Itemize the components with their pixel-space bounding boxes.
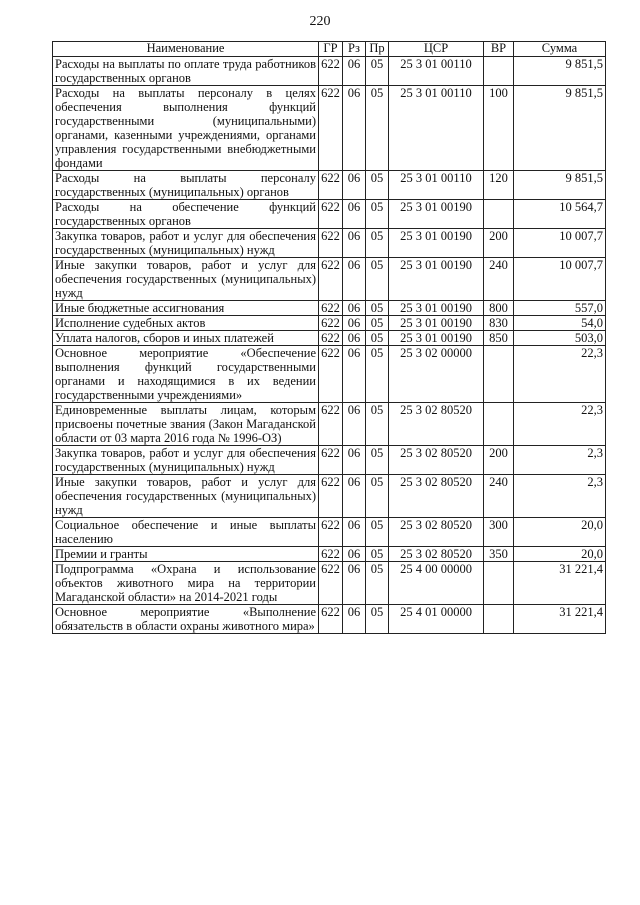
row-pr: 05 — [366, 446, 389, 475]
row-rz: 06 — [343, 605, 366, 634]
row-gr: 622 — [319, 446, 343, 475]
row-name: Основное мероприятие «Выполнение обязательств в области охраны животного мира» — [53, 605, 319, 634]
column-header-vr: ВР — [484, 42, 514, 57]
row-vr: 200 — [484, 446, 514, 475]
row-rz: 06 — [343, 562, 366, 605]
row-csr: 25 3 02 80520 — [389, 547, 484, 562]
table-row — [53, 346, 606, 403]
row-csr: 25 3 02 80520 — [389, 446, 484, 475]
row-name: Основное мероприятие «Обеспечение выполнения функций государственными органами и находящимися в их ведении государственными учреждениями» — [53, 346, 319, 403]
row-sum: 54,0 — [514, 316, 606, 331]
row-csr: 25 3 02 80520 — [389, 475, 484, 518]
row-gr: 622 — [319, 518, 343, 547]
row-rz: 06 — [343, 229, 366, 258]
row-csr: 25 3 02 80520 — [389, 403, 484, 446]
row-rz: 06 — [343, 171, 366, 200]
row-csr: 25 3 01 00190 — [389, 301, 484, 316]
row-sum: 31 221,4 — [514, 562, 606, 605]
row-csr: 25 3 01 00110 — [389, 57, 484, 86]
row-csr: 25 3 01 00190 — [389, 258, 484, 301]
table-row — [53, 518, 606, 547]
page-number: 220 — [309, 14, 331, 29]
row-sum: 20,0 — [514, 518, 606, 547]
table-row — [53, 562, 606, 605]
row-pr: 05 — [366, 171, 389, 200]
row-pr: 05 — [366, 605, 389, 634]
row-rz: 06 — [343, 331, 366, 346]
table-row — [53, 86, 606, 171]
table-row — [53, 229, 606, 258]
row-vr — [484, 605, 514, 634]
row-sum: 9 851,5 — [514, 171, 606, 200]
row-vr: 120 — [484, 171, 514, 200]
row-vr: 800 — [484, 301, 514, 316]
row-sum: 557,0 — [514, 301, 606, 316]
row-rz: 06 — [343, 57, 366, 86]
row-pr: 05 — [366, 301, 389, 316]
row-rz: 06 — [343, 346, 366, 403]
row-gr: 622 — [319, 605, 343, 634]
column-header-csr: ЦСР — [389, 42, 484, 57]
row-csr: 25 3 02 80520 — [389, 518, 484, 547]
row-csr: 25 3 01 00110 — [389, 171, 484, 200]
table-row — [53, 200, 606, 229]
table-row — [53, 57, 606, 86]
row-csr: 25 3 01 00190 — [389, 229, 484, 258]
row-rz: 06 — [343, 475, 366, 518]
row-pr: 05 — [366, 229, 389, 258]
row-vr: 850 — [484, 331, 514, 346]
row-rz: 06 — [343, 200, 366, 229]
row-rz: 06 — [343, 403, 366, 446]
row-gr: 622 — [319, 331, 343, 346]
row-name: Премии и гранты — [53, 547, 319, 562]
row-gr: 622 — [319, 258, 343, 301]
row-gr: 622 — [319, 57, 343, 86]
row-sum: 20,0 — [514, 547, 606, 562]
column-header-gr: ГР — [319, 42, 343, 57]
row-pr: 05 — [366, 346, 389, 403]
row-pr: 05 — [366, 518, 389, 547]
row-vr — [484, 562, 514, 605]
row-rz: 06 — [343, 86, 366, 171]
row-gr: 622 — [319, 346, 343, 403]
column-header-rz: Рз — [343, 42, 366, 57]
row-name: Закупка товаров, работ и услуг для обеспечения государственных (муниципальных) нужд — [53, 446, 319, 475]
row-pr: 05 — [366, 475, 389, 518]
row-pr: 05 — [366, 331, 389, 346]
row-name: Исполнение судебных актов — [53, 316, 319, 331]
row-name: Расходы на выплаты персоналу в целях обеспечения выполнения функций государственными (муниципальными) органами, казенными учреждениями, органами управления государственными внебюджетными фондами — [53, 86, 319, 171]
row-sum: 22,3 — [514, 346, 606, 403]
row-sum: 9 851,5 — [514, 86, 606, 171]
row-pr: 05 — [366, 403, 389, 446]
row-csr: 25 3 01 00110 — [389, 86, 484, 171]
row-name: Единовременные выплаты лицам, которым присвоены почетные звания (Закон Магаданской области от 03 марта 2016 года № 1996-ОЗ) — [53, 403, 319, 446]
row-name: Иные бюджетные ассигнования — [53, 301, 319, 316]
row-pr: 05 — [366, 86, 389, 171]
row-vr: 200 — [484, 229, 514, 258]
row-sum: 10 007,7 — [514, 258, 606, 301]
table-row — [53, 605, 606, 634]
row-vr: 240 — [484, 258, 514, 301]
row-pr: 05 — [366, 562, 389, 605]
table-row — [53, 403, 606, 446]
row-vr — [484, 403, 514, 446]
row-rz: 06 — [343, 316, 366, 331]
row-rz: 06 — [343, 518, 366, 547]
row-gr: 622 — [319, 316, 343, 331]
table-row — [53, 331, 606, 346]
row-rz: 06 — [343, 258, 366, 301]
row-gr: 622 — [319, 200, 343, 229]
row-csr: 25 3 01 00190 — [389, 331, 484, 346]
row-sum: 31 221,4 — [514, 605, 606, 634]
table-row — [53, 446, 606, 475]
row-sum: 10 007,7 — [514, 229, 606, 258]
row-csr: 25 3 02 00000 — [389, 346, 484, 403]
table-row — [53, 258, 606, 301]
row-vr: 350 — [484, 547, 514, 562]
row-pr: 05 — [366, 258, 389, 301]
row-rz: 06 — [343, 301, 366, 316]
row-sum: 503,0 — [514, 331, 606, 346]
table-row — [53, 301, 606, 316]
row-pr: 05 — [366, 316, 389, 331]
row-sum: 2,3 — [514, 446, 606, 475]
row-name: Иные закупки товаров, работ и услуг для обеспечения государственных (муниципальных) нужд — [53, 258, 319, 301]
row-vr — [484, 57, 514, 86]
row-pr: 05 — [366, 57, 389, 86]
row-gr: 622 — [319, 171, 343, 200]
row-sum: 9 851,5 — [514, 57, 606, 86]
row-sum: 10 564,7 — [514, 200, 606, 229]
row-csr: 25 3 01 00190 — [389, 316, 484, 331]
row-vr — [484, 200, 514, 229]
row-name: Социальное обеспечение и иные выплаты населению — [53, 518, 319, 547]
row-vr: 300 — [484, 518, 514, 547]
row-vr: 240 — [484, 475, 514, 518]
row-rz: 06 — [343, 446, 366, 475]
row-gr: 622 — [319, 86, 343, 171]
column-header-pr: Пр — [366, 42, 389, 57]
row-csr: 25 3 01 00190 — [389, 200, 484, 229]
row-gr: 622 — [319, 547, 343, 562]
row-sum: 2,3 — [514, 475, 606, 518]
table-row — [53, 475, 606, 518]
row-name: Иные закупки товаров, работ и услуг для обеспечения государственных (муниципальных) нужд — [53, 475, 319, 518]
row-gr: 622 — [319, 301, 343, 316]
column-header-sum: Сумма — [514, 42, 606, 57]
row-vr: 830 — [484, 316, 514, 331]
row-gr: 622 — [319, 229, 343, 258]
row-sum: 22,3 — [514, 403, 606, 446]
row-vr — [484, 346, 514, 403]
row-rz: 06 — [343, 547, 366, 562]
row-pr: 05 — [366, 547, 389, 562]
row-pr: 05 — [366, 200, 389, 229]
row-name: Расходы на обеспечение функций государственных органов — [53, 200, 319, 229]
budget-table — [52, 41, 606, 634]
row-csr: 25 4 01 00000 — [389, 605, 484, 634]
row-name: Уплата налогов, сборов и иных платежей — [53, 331, 319, 346]
column-header-name: Наименование — [53, 42, 319, 57]
row-gr: 622 — [319, 562, 343, 605]
row-name: Закупка товаров, работ и услуг для обеспечения государственных (муниципальных) нужд — [53, 229, 319, 258]
table-row — [53, 316, 606, 331]
row-gr: 622 — [319, 475, 343, 518]
table-header-row — [53, 42, 606, 57]
row-vr: 100 — [484, 86, 514, 171]
row-name: Подпрограмма «Охрана и использование объектов животного мира на территории Магаданской области» на 2014-2021 годы — [53, 562, 319, 605]
table-row — [53, 547, 606, 562]
table-row — [53, 171, 606, 200]
row-gr: 622 — [319, 403, 343, 446]
row-name: Расходы на выплаты по оплате труда работников государственных органов — [53, 57, 319, 86]
row-name: Расходы на выплаты персоналу государственных (муниципальных) органов — [53, 171, 319, 200]
row-csr: 25 4 00 00000 — [389, 562, 484, 605]
